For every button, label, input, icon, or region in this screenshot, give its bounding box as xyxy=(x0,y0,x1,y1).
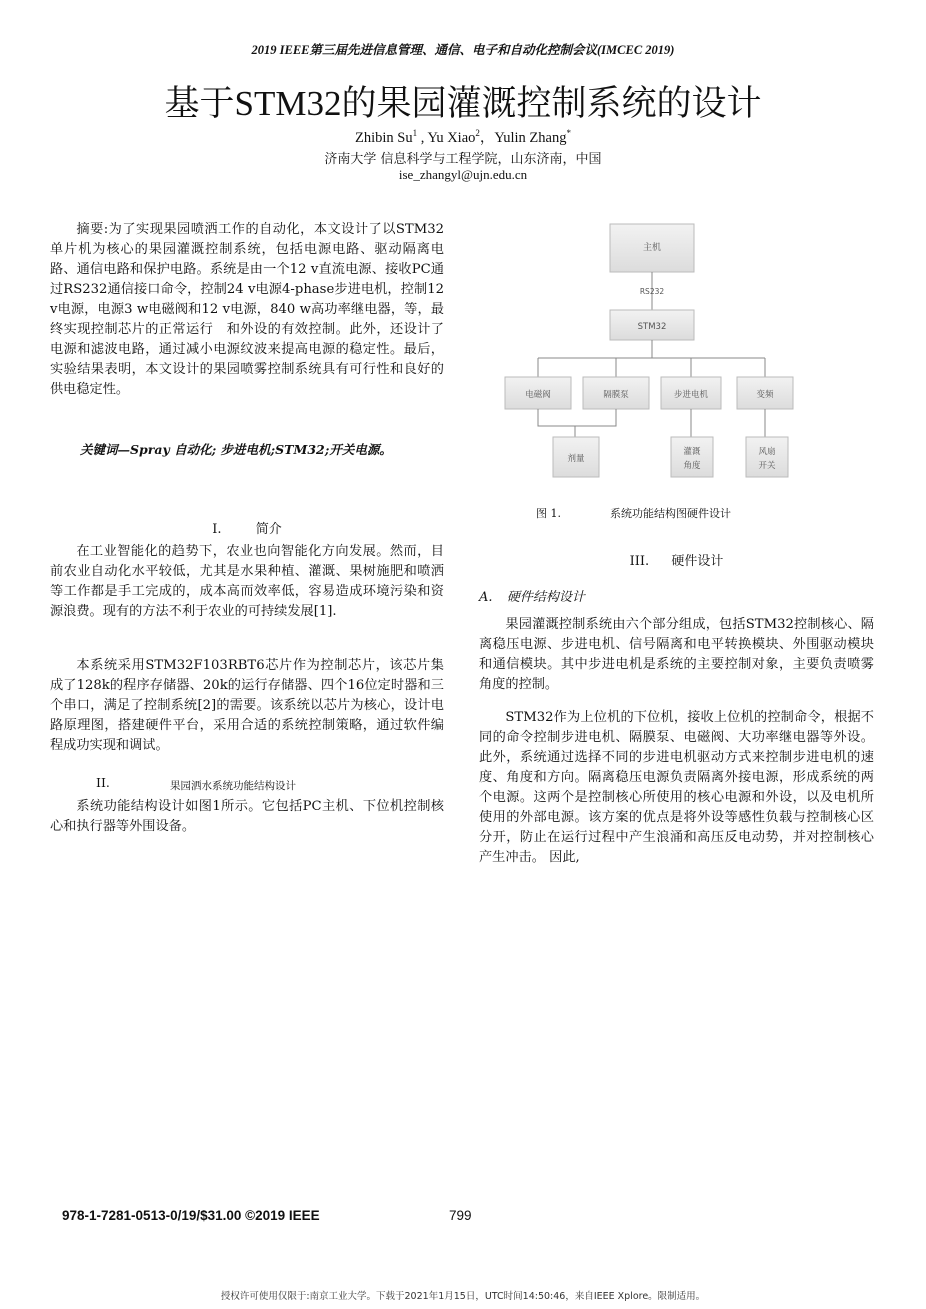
paper-title: 基于STM32的果园灌溉控制系统的设计 xyxy=(164,84,762,123)
fan-box xyxy=(746,437,788,477)
level3-label: 角度 xyxy=(683,461,701,471)
keywords: 关键词—Spray 自动化; 步进电机;STM32;开关电源。 xyxy=(80,442,392,457)
subsection-heading-a xyxy=(479,586,585,605)
subsection-title: 硬件结构设计 xyxy=(506,590,585,605)
section-title: 硬件设计 xyxy=(671,554,724,569)
host-label: 主机 xyxy=(642,243,662,253)
section-1-body xyxy=(50,542,444,622)
author-email: ise_zhangyl@ujn.edu.cn xyxy=(398,167,528,182)
author-sep: ， xyxy=(479,130,495,146)
paragraph: 在工业智能化的趋势下，农业也向智能化方向发展。然而，目前农业自动化水平较低，尤其是水果种植、灌溉、果树施肥和喷洒等工作都是手工完成的，成本高而效率低，容易造成环境污染和资源浪费。现有的方法不利于农业的可持续发展[1]. xyxy=(50,544,444,619)
author-sup: 2 xyxy=(475,128,480,139)
section-3-body-2 xyxy=(479,708,874,868)
level3-label: 剂量 xyxy=(567,454,585,464)
conference-header: 2019 IEEE第三届先进信息管理、通信、电子和自动化控制会议(IMCEC 2019) xyxy=(251,43,675,57)
paragraph: 果园灌溉控制系统由六个部分组成，包括STM32控制核心、隔离稳压电源、步进电机、信号隔离和电平转换模块、外围驱动模块和通信模块。其中步进电机是系统的主要控制对象，主要负责喷雾角度的控制。 xyxy=(479,617,874,692)
author-sep: , xyxy=(417,130,428,146)
author-name: Yu Xiao xyxy=(427,130,476,146)
figure-caption-text: 系统功能结构图硬件设计 xyxy=(610,507,731,520)
author-sup: * xyxy=(566,128,571,139)
level3-label: 风扇 xyxy=(758,447,776,457)
abstract-text: 摘要:为了实现果园喷洒工作的自动化，本文设计了以STM32单片机为核心的果园灌溉控制系统，包括电源电路、驱动隔离电路、通信电路和保护电路。系统是由一个12 v直流电源、接收PC通过RS232通信接口命令，控制24 v电源4-phase步进电机，控制12 v电源，电源3 w电磁阀和12 v电源，840 w高功率继电器，等，最终实现控制芯片的正常运行 和外设的有效控制。此外，还设计了电源和滤波电路，通过减小电源纹波来提高电源的稳定性。最后，实验结果表明，本文设计的果园喷雾控制系统具有可行性和良好的供电稳定性。 xyxy=(50,222,444,397)
section-title: 简介 xyxy=(255,522,282,537)
section-1-body-2 xyxy=(50,656,444,756)
connector-line xyxy=(538,409,575,437)
paragraph: 本系统采用STM32F103RBT6芯片作为控制芯片，该芯片集成了128k的程序存储器、20k的运行存储器、四个16位定时器和三个串口，满足了控制系统[2]的需要。该系统以芯片为核心，设计电路原理图，搭建硬件平台，采用合适的系统控制策略，通过软件编程成功实现和调试。 xyxy=(50,658,444,753)
connector-line xyxy=(575,409,616,426)
section-3-body xyxy=(479,615,874,695)
paragraph: 系统功能结构设计如图1所示。它包括PC主机、下位机控制核心和执行器等外围设备。 xyxy=(50,799,444,834)
section-number: III. xyxy=(629,554,650,569)
level2-label: 电磁阀 xyxy=(525,390,551,400)
section-2-body xyxy=(50,797,444,837)
level3-label: 开关 xyxy=(758,461,776,471)
license-notice: 授权许可使用仅限于:南京工业大学。下载于2021年1月15日，UTC时间14:50:46，来自IEEE Xplore。限制适用。 xyxy=(220,1291,706,1302)
page-number: 799 xyxy=(449,1208,472,1223)
section-heading-2-title: 果园洒水系统功能结构设计 xyxy=(170,780,296,792)
affiliation: 济南大学 信息科学与工程学院，山东济南，中国 xyxy=(324,152,602,167)
author-name: Yulin Zhang xyxy=(494,130,567,146)
section-heading-1 xyxy=(50,518,444,537)
section-heading-2-number: II. xyxy=(96,775,110,790)
level2-label: 变频 xyxy=(756,390,774,400)
isbn-footer: 978-1-7281-0513-0/19/$31.00 ©2019 IEEE xyxy=(62,1208,320,1223)
figure-caption-number: 图 1. xyxy=(536,507,561,520)
section-number: I. xyxy=(212,522,222,537)
level2-label: 步进电机 xyxy=(673,390,709,400)
mcu-label: STM32 xyxy=(637,322,667,332)
author-list xyxy=(0,126,926,147)
author-name: Zhibin Su xyxy=(355,130,413,146)
section-heading-3 xyxy=(479,550,874,569)
paragraph: STM32作为上位机的下位机，接收上位机的控制命令，根据不同的命令控制步进电机、隔膜泵、电磁阀、大功率继电器等外设。此外，系统通过选择不同的步进电机驱动方式来控制步进电机的速度、角度和方向。隔离稳压电源负责隔离外接电源，形成系统的两个电源。这两个是控制核心所使用的核心电源和外设，以及电机所使用的外部电源。该方案的优点是将外设等感性负载与控制核心区分开，防止在运行过程中产生浪涌和高压反电动势，并对控制核心产生冲击。 因此, xyxy=(479,710,874,865)
rs232-label: RS232 xyxy=(639,287,665,296)
abstract xyxy=(50,220,444,400)
subsection-number: A. xyxy=(479,590,493,605)
system-function-diagram xyxy=(495,212,805,484)
author-sup: 1 xyxy=(412,128,418,139)
level2-label: 隔膜泵 xyxy=(603,390,629,400)
angle-box xyxy=(671,437,713,477)
level3-label: 灌溉 xyxy=(683,447,701,457)
